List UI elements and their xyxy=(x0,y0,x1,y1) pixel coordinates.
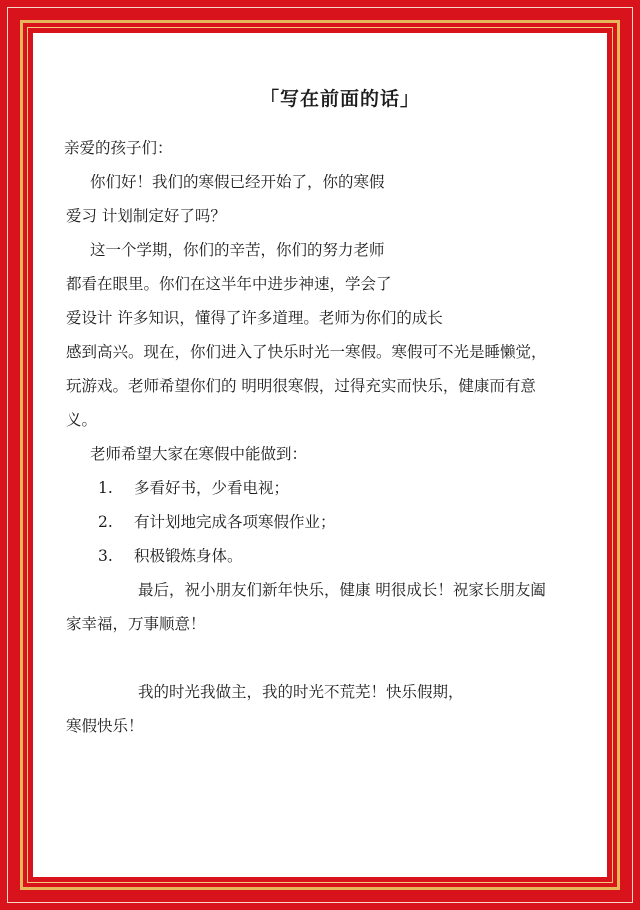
greeting: 亲爱的孩子们： xyxy=(64,139,173,157)
list-intro: 老师希望大家在寒假中能做到： xyxy=(90,445,308,463)
list-text: 多看好书，少看电视； xyxy=(134,479,290,497)
slogan-line: 寒假快乐！ xyxy=(66,717,144,735)
para2-line: 都看在眼里。你们在这半年中进步神速，学会了 xyxy=(66,275,392,293)
para2-line: 感到高兴。现在，你们进入了快乐时光一寒假。寒假可不光是睡懒觉， xyxy=(66,343,547,361)
para1-line: 你们好！我们的寒假已经开始了，你的寒假 xyxy=(90,173,385,191)
closing-line: 家幸福，万事顺意！ xyxy=(66,615,206,633)
list-text: 积极锻炼身体。 xyxy=(134,547,243,565)
para1-line: 爱习 计划制定好了吗？ xyxy=(66,207,226,225)
para2-line: 这一个学期，你们的辛苦，你们的努力老师 xyxy=(90,241,385,259)
spacer xyxy=(66,641,606,675)
closing-line: 最后，祝小朋友们新年快乐，健康 明很成长！祝家长朋友阖 xyxy=(138,581,546,599)
list-item xyxy=(66,539,606,573)
para2-line: 爱设计 许多知识，懂得了许多道理。老师为你们的成长 xyxy=(66,309,443,327)
list-item xyxy=(66,505,606,539)
list-number: 3. xyxy=(98,547,113,565)
list-item xyxy=(66,471,606,505)
list-number: 2. xyxy=(98,513,113,531)
para2-line: 义。 xyxy=(66,411,98,429)
list-number: 1. xyxy=(98,479,113,497)
slogan-line: 我的时光我做主，我的时光不荒芜！快乐假期， xyxy=(138,683,464,701)
letter-title: 「写在前面的话」 xyxy=(259,88,420,110)
letter-body xyxy=(66,70,606,743)
para2-line: 玩游戏。老师希望你们的 明明很寒假，过得充实而快乐，健康而有意 xyxy=(66,377,536,395)
list-text: 有计划地完成各项寒假作业； xyxy=(134,513,336,531)
